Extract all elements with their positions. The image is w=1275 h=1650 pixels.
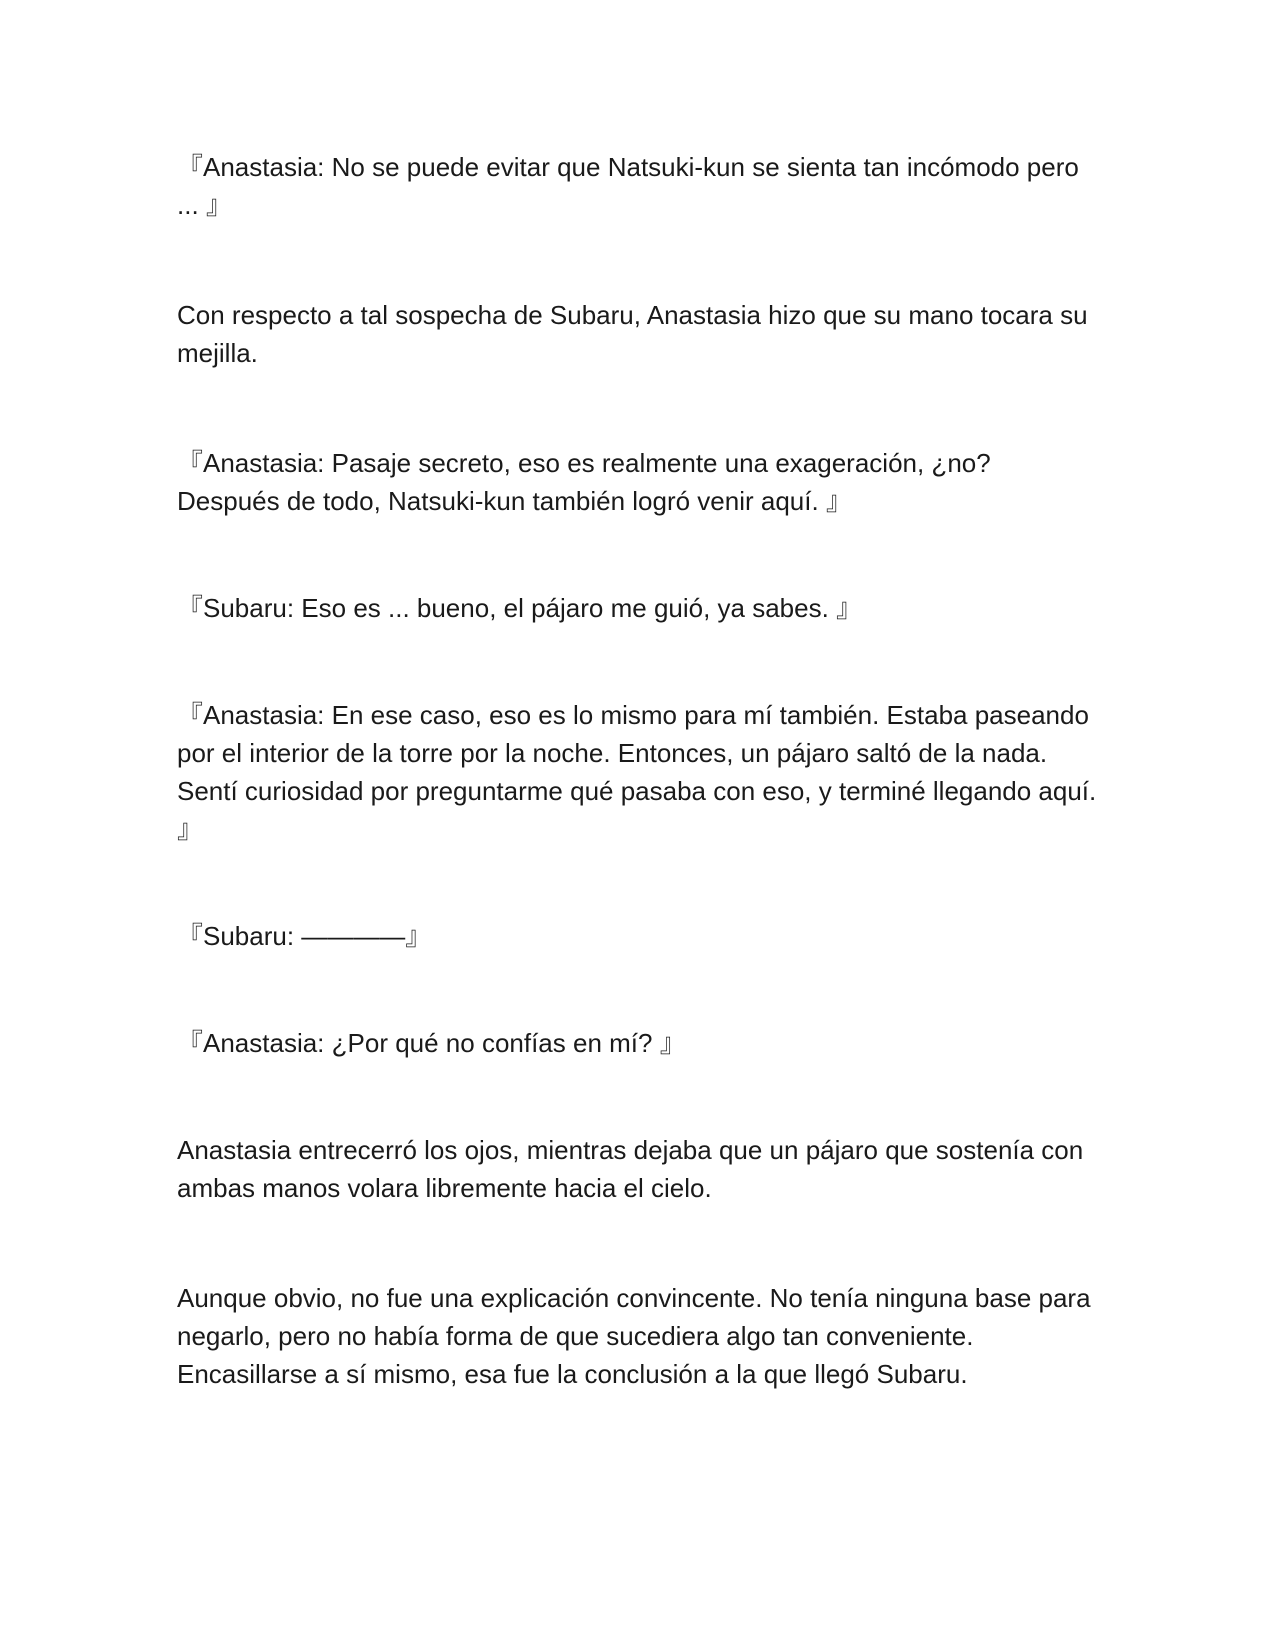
dialogue-anastasia-1: 『Anastasia: No se puede evitar que Natsuki-kun se sienta tan incómodo pero ... 』 — [177, 152, 1087, 220]
dialogue-anastasia-4: 『Anastasia: ¿Por qué no confías en mí? 』 — [177, 1028, 686, 1058]
dialogue-anastasia-2: 『Anastasia: Pasaje secreto, eso es realmente una exageración, ¿no? Después de todo, Natsuki-kun también logró venir aquí. 』 — [177, 448, 998, 516]
dialogue-subaru-1: 『Subaru: Eso es ... bueno, el pájaro me guió, ya sabes. 』 — [177, 593, 863, 623]
document-body — [177, 148, 1104, 1393]
narration-paragraph-3: Aunque obvio, no fue una explicación convincente. No tenía ninguna base para negarlo, pero no había forma de que sucediera algo tan conveniente. Encasillarse a sí mismo, esa fue la conclusión a la que llegó Subaru. — [177, 1283, 1098, 1389]
dialogue-anastasia-3: 『Anastasia: En ese caso, eso es lo mismo para mí también. Estaba paseando por el interior de la torre por la noche. Entonces, un pájaro saltó de la nada. Sentí curiosidad por preguntarme qué pasaba con eso, y terminé llegando aquí. 』 — [177, 700, 1104, 844]
narration-paragraph-1: Con respecto a tal sospecha de Subaru, Anastasia hizo que su mano tocara su mejilla. — [177, 300, 1095, 368]
narration-paragraph-2: Anastasia entrecerró los ojos, mientras dejaba que un pájaro que sostenía con ambas manos volara libremente hacia el cielo. — [177, 1135, 1091, 1203]
dialogue-subaru-2: 『Subaru: ————』 — [177, 921, 432, 951]
